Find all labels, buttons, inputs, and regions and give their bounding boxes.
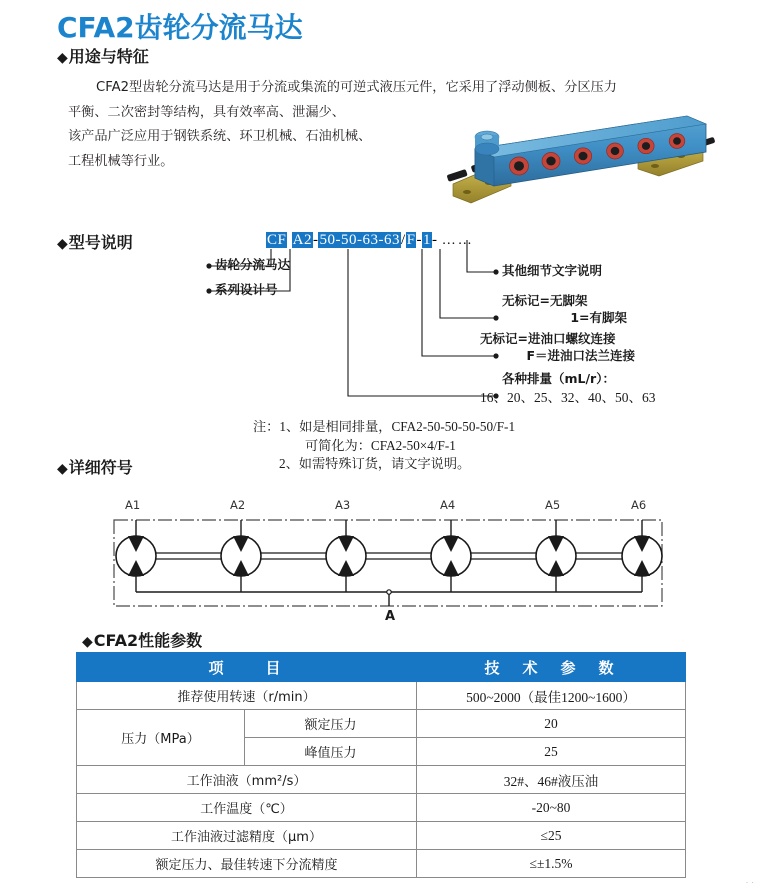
table-row-fluid — [77, 766, 686, 794]
cell-item-accuracy: 额定压力、最佳转速下分流精度 — [77, 850, 417, 878]
code-segment-f: F — [406, 232, 416, 248]
cell-sub-rated-pressure: 额定压力 — [245, 710, 417, 738]
table-row-temperature — [77, 794, 686, 822]
cell-value-speed: 500~2000（最佳1200~1600） — [417, 682, 686, 710]
page-title: CFA2齿轮分流马达 — [57, 11, 303, 44]
code-segment-displacements: 50-50-63-63 — [319, 232, 400, 248]
symbol-port-label-a6: A6 — [631, 498, 647, 512]
model-label-mount-bracket: 1=有脚架 — [570, 310, 627, 325]
product-photo — [441, 104, 721, 216]
symbol-common-port-label: A — [385, 609, 396, 624]
model-label-series: 系列设计号 — [215, 282, 278, 297]
performance-parameters-table — [76, 652, 686, 878]
cell-item-fluid: 工作油液（mm²/s） — [77, 766, 417, 794]
junction-dot — [387, 590, 391, 594]
section-heading-params — [82, 628, 202, 651]
cell-value-temperature: -20~80 — [417, 794, 686, 822]
intro-line-3: 该产品广泛应用于钢铁系统、环卫机械、石油机械、 — [68, 129, 372, 144]
table-header-item: 项 目 — [77, 653, 417, 682]
motor-unit-circles — [116, 536, 662, 576]
cell-value-accuracy: ≤±1.5% — [417, 850, 686, 878]
cell-value-fluid: 32#、46#液压油 — [417, 766, 686, 794]
symbol-port-label-a4: A4 — [440, 498, 456, 512]
table-row-accuracy — [77, 850, 686, 878]
intro-line-2: 平衡、二次密封等结构，具有效率高、泄漏少、 — [68, 104, 345, 120]
note-line-3: 2、如需特殊订货，请文字说明。 — [279, 456, 471, 471]
diamond-bullet-icon: ◆ — [82, 634, 93, 650]
intro-line-1: CFA2型齿轮分流马达是用于分流或集流的可逆式液压元件，它采用了浮动侧板、分区压力 — [96, 80, 617, 95]
model-label-mount-none: 无标记=无脚架 — [502, 293, 588, 308]
code-segment-1: 1 — [422, 232, 431, 248]
cell-value-filtration: ≤25 — [417, 822, 686, 850]
table-row-rated-pressure — [77, 710, 686, 738]
note-line-1: 注：1、如是相同排量，CFA2-50-50-50-50/F-1 — [253, 419, 516, 434]
model-label-product: 齿轮分流马达 — [215, 257, 291, 272]
cell-item-speed: 推荐使用转速（r/min） — [77, 682, 417, 710]
code-trailing-dots: …… — [441, 233, 474, 248]
cell-group-pressure: 压力（MPa） — [77, 710, 245, 766]
symbol-port-label-a2: A2 — [230, 498, 246, 512]
section-heading-usage — [57, 44, 149, 67]
intro-line-4: 工程机械等行业。 — [68, 153, 174, 169]
cell-sub-peak-pressure: 峰值压力 — [245, 738, 417, 766]
model-label-displacement-title: 各种排量（mL/r）： — [502, 371, 615, 386]
model-label-displacement-values: 16、20、25、32、40、50、63 — [480, 390, 656, 405]
table-row-speed — [77, 682, 686, 710]
code-segment-a2: A2 — [292, 232, 312, 248]
cell-value-rated-pressure: 20 — [417, 710, 686, 738]
cell-item-filtration: 工作油液过滤精度（μm） — [77, 822, 417, 850]
code-sep-2: / — [400, 232, 406, 248]
code-segment-cf: CF — [267, 232, 287, 248]
cell-value-peak-pressure: 25 — [417, 738, 686, 766]
corner-decoration: ·· — [745, 878, 757, 887]
symbol-port-label-a1: A1 — [125, 498, 141, 512]
code-sep-3: - — [416, 232, 422, 248]
model-label-port-flange: F＝进油口法兰连接 — [526, 348, 635, 363]
code-sep-1: - — [312, 232, 319, 248]
table-header-row — [77, 653, 686, 682]
hydraulic-symbol-svg — [110, 498, 670, 626]
diamond-bullet-icon: ◆ — [57, 236, 68, 252]
product-photo-illustration — [441, 104, 721, 216]
hydraulic-symbol-diagram — [110, 498, 670, 626]
cell-item-temperature: 工作温度（℃） — [77, 794, 417, 822]
model-label-port-thread: 无标记=进油口螺纹连接 — [480, 331, 616, 346]
table-header-value: 技 术 参 数 — [417, 653, 686, 682]
table-row-filtration — [77, 822, 686, 850]
section-heading-model-label: 型号说明 — [68, 233, 133, 252]
model-label-other: 其他细节文字说明 — [502, 263, 603, 278]
section-heading-symbol-label: 详细符号 — [68, 458, 133, 477]
section-heading-usage-label: 用途与特征 — [68, 47, 149, 66]
section-heading-symbol — [57, 455, 133, 478]
diamond-bullet-icon: ◆ — [57, 461, 68, 477]
diamond-bullet-icon: ◆ — [57, 50, 68, 66]
symbol-port-label-a5: A5 — [545, 498, 561, 512]
section-heading-model — [57, 230, 133, 253]
code-sep-4: - — [431, 232, 438, 248]
note-line-2: 可简化为：CFA2-50×4/F-1 — [305, 437, 456, 453]
symbol-port-label-a3: A3 — [335, 498, 351, 512]
model-notes — [253, 418, 515, 474]
section-heading-params-label: CFA2性能参数 — [93, 631, 203, 650]
